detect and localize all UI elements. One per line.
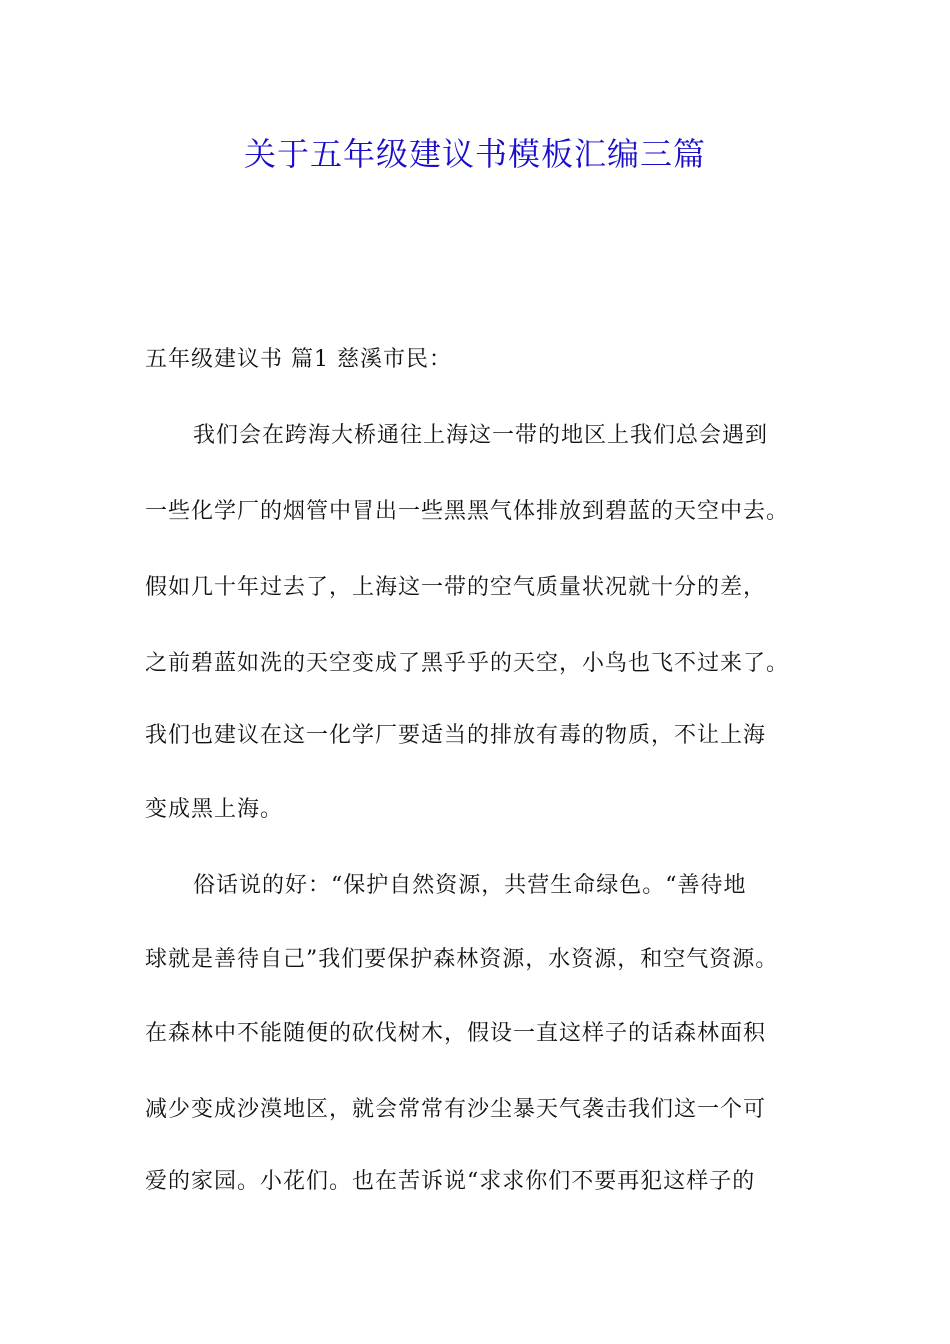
paragraph1-line: 之前碧蓝如洗的天空变成了黑乎乎的天空，小鸟也飞不过来了。 <box>145 651 790 676</box>
paragraph2-line: 在森林中不能随便的砍伐树木，假设一直这样子的话森林面积 <box>145 1021 767 1046</box>
paragraph1-line: 我们也建议在这一化学厂要适当的排放有毒的物质，不让上海 <box>145 723 767 748</box>
paragraph1-line: 假如几十年过去了，上海这一带的空气质量状况就十分的差， <box>145 575 767 600</box>
document-title: 关于五年级建议书模板汇编三篇 <box>243 135 706 173</box>
heading-line: 五年级建议书 篇1 慈溪市民： <box>145 347 452 372</box>
paragraph1-line: 变成黑上海。 <box>145 797 284 822</box>
paragraph2-line: 爱的家园。小花们。也在苦诉说“求求你们不要再犯这样子的 <box>145 1169 756 1194</box>
paragraph2-line: 俗话说的好：“保护自然资源，共营生命绿色。“善待地 <box>193 873 747 898</box>
paragraph2-line: 球就是善待自己”我们要保护森林资源，水资源，和空气资源。 <box>145 947 779 972</box>
paragraph1-line: 我们会在跨海大桥通往上海这一带的地区上我们总会遇到 <box>193 423 769 448</box>
paragraph2-line: 减少变成沙漠地区，就会常常有沙尘暴天气袭击我们这一个可 <box>145 1097 767 1122</box>
paragraph1-line: 一些化学厂的烟管中冒出一些黑黑气体排放到碧蓝的天空中去。 <box>145 499 790 524</box>
